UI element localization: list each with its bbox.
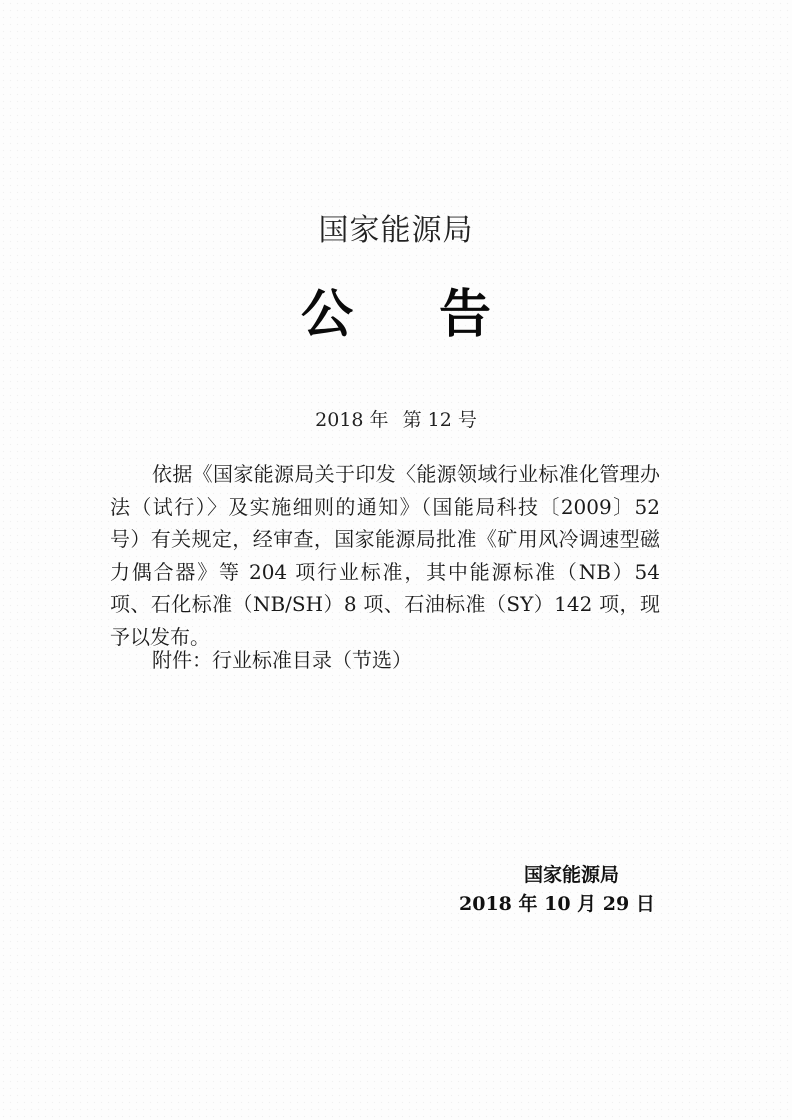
notice-title — [0, 272, 792, 347]
notice-title-char-2: 告 — [439, 285, 492, 345]
notice-title-char-1: 公 — [300, 285, 353, 345]
attachment-line: 附件：行业标准目录（节选） — [152, 648, 412, 672]
signature-agency: 国家能源局 — [524, 864, 620, 886]
signature-date: 2018 年 10 月 29 日 — [459, 893, 655, 915]
issue-year: 2018 年 — [315, 409, 389, 431]
notice-body-paragraph: 依据《国家能源局关于印发〈能源领域行业标准化管理办法（试行）〉及实施细则的通知》（国能局科技〔2009〕52 号）有关规定，经审查，国家能源局批准《矿用风冷调速型磁力偶合器》等 204 项行业标准，其中能源标准（NB）54 项、石化标准（NB/SH）8 项、石油标准（SY）142 项，现予以发布。 — [110, 462, 660, 649]
issue-number — [0, 405, 792, 432]
issue-sequence: 第 12 号 — [402, 409, 477, 431]
issuing-agency-heading: 国家能源局 — [318, 213, 474, 248]
